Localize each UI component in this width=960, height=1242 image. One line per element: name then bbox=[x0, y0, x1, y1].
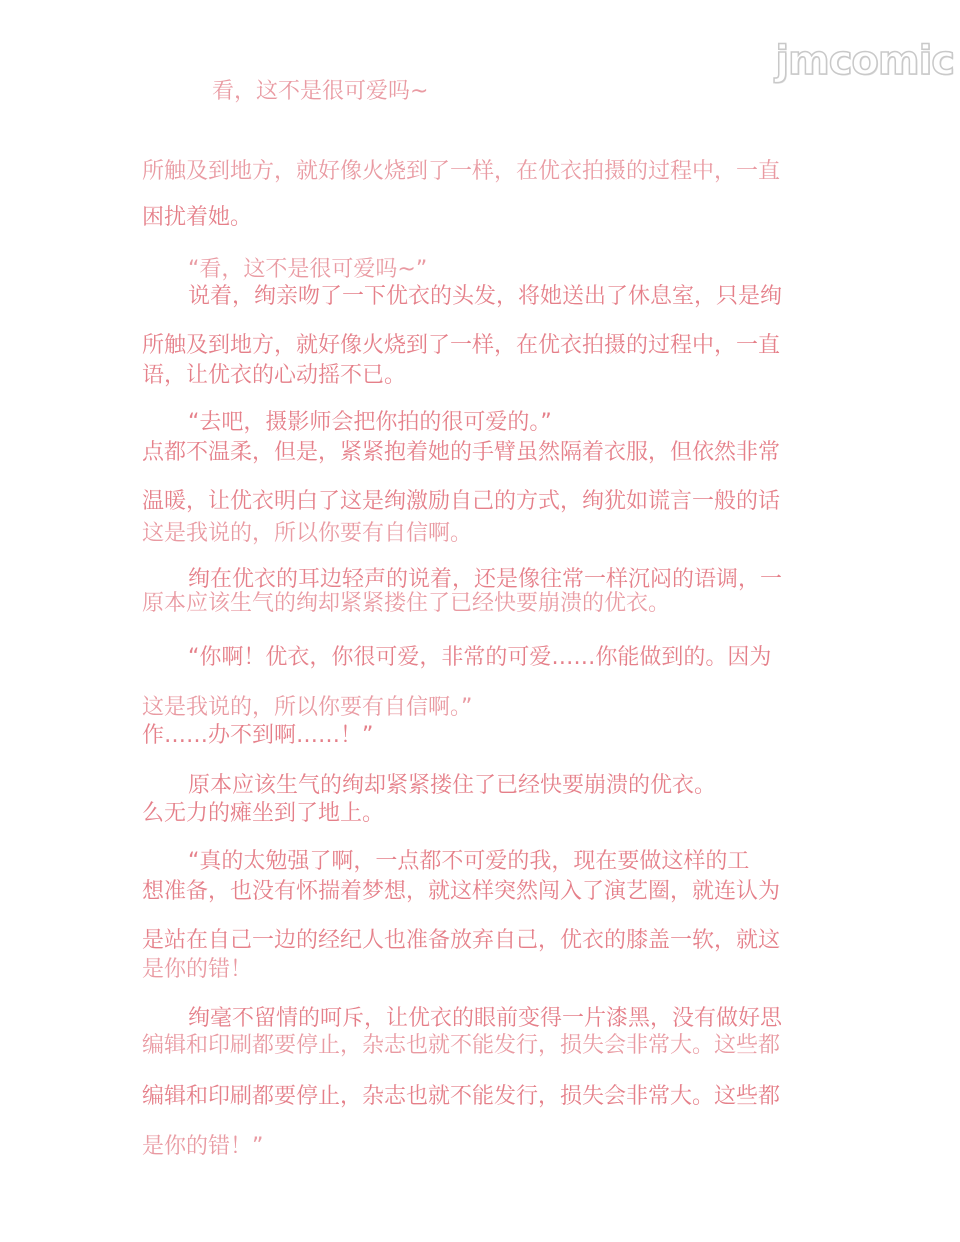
text-line: “去吧，摄影师会把你拍的很可爱的。” bbox=[188, 410, 552, 435]
text-line: “真的太勉强了啊，一点都不可爱的我，现在要做这样的工 bbox=[188, 849, 750, 874]
watermark-logo: jmcomic bbox=[775, 38, 954, 84]
text-line: 说着，绚亲吻了一下优衣的头发，将她送出了休息室，只是绚 bbox=[188, 284, 783, 309]
text-line: 点都不温柔，但是，紧紧抱着她的手臂虽然隔着衣服，但依然非常 bbox=[142, 440, 781, 465]
text-line: 看，这不是很可爱吗~ bbox=[212, 79, 429, 104]
text-line: 绚毫不留情的呵斥，让优衣的眼前变得一片漆黑，没有做好思 bbox=[188, 1006, 783, 1031]
text-line: “看，这不是很可爱吗~” bbox=[188, 257, 428, 282]
text-line: 原本应该生气的绚却紧紧搂住了已经快要崩溃的优衣。 bbox=[188, 773, 717, 798]
text-line: 所触及到地方，就好像火烧到了一样，在优衣拍摄的过程中，一直 bbox=[142, 159, 781, 184]
text-line: 作……办不到啊……！” bbox=[142, 723, 374, 748]
text-line: 这是我说的，所以你要有自信啊。” bbox=[142, 695, 473, 720]
text-line: 这是我说的，所以你要有自信啊。 bbox=[142, 521, 473, 546]
text-line: “你啊！优衣，你很可爱，非常的可爱……你能做到的。因为 bbox=[188, 645, 772, 670]
text-line: 是你的错！ bbox=[142, 957, 253, 982]
text-line: 是你的错！” bbox=[142, 1134, 264, 1159]
text-line: 编辑和印刷都要停止，杂志也就不能发行，损失会非常大。这些都 bbox=[142, 1084, 781, 1109]
text-line: 困扰着她。 bbox=[142, 205, 253, 230]
text-line: 绚在优衣的耳边轻声的说着，还是像往常一样沉闷的语调，一 bbox=[188, 567, 783, 592]
text-line: 么无力的瘫坐到了地上。 bbox=[142, 801, 385, 826]
text-line: 所触及到地方，就好像火烧到了一样，在优衣拍摄的过程中，一直 bbox=[142, 333, 781, 358]
text-line: 想准备，也没有怀揣着梦想，就这样突然闯入了演艺圈，就连认为 bbox=[142, 879, 781, 904]
text-line: 是站在自己一边的经纪人也准备放弃自己，优衣的膝盖一软，就这 bbox=[142, 928, 781, 953]
text-line: 编辑和印刷都要停止，杂志也就不能发行，损失会非常大。这些都 bbox=[142, 1033, 781, 1058]
text-line: 语，让优衣的心动摇不已。 bbox=[142, 363, 407, 388]
text-line: 温暖，让优衣明白了这是绚激励自己的方式，绚犹如谎言一般的话 bbox=[142, 489, 781, 514]
text-line: 原本应该生气的绚却紧紧搂住了已经快要崩溃的优衣。 bbox=[142, 591, 671, 616]
